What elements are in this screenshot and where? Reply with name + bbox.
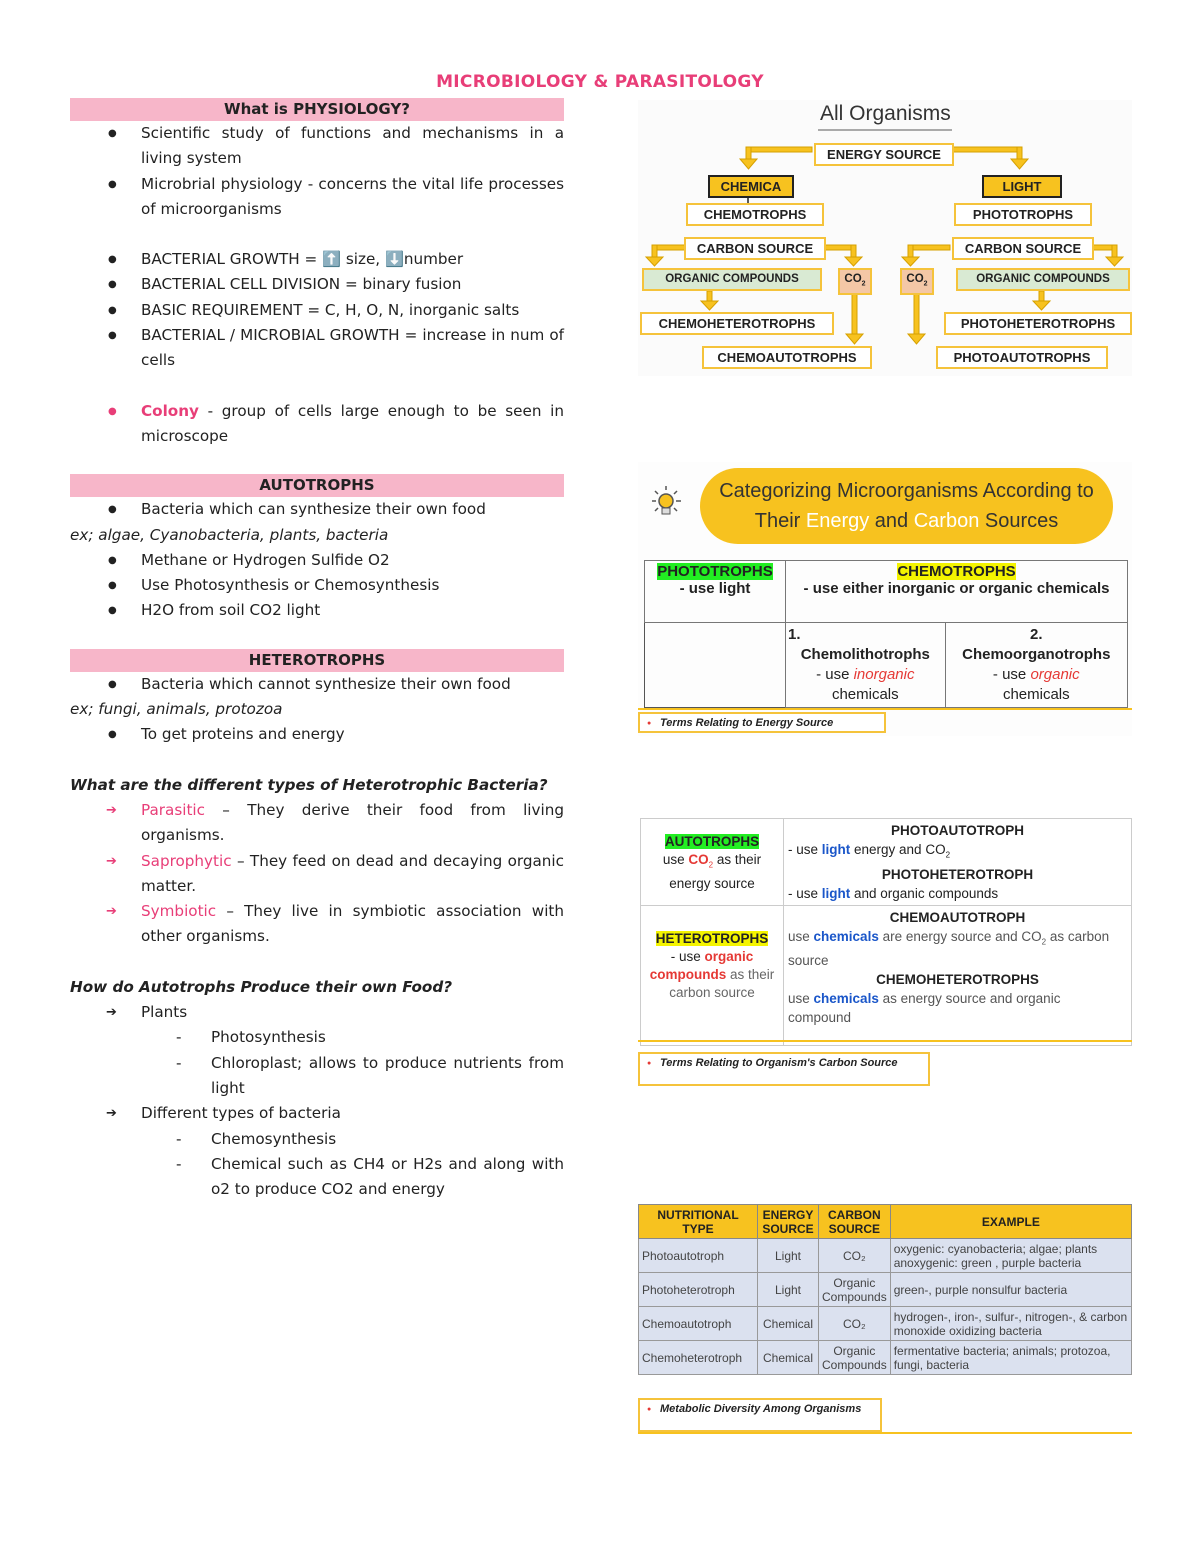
chemotrophs-box: CHEMOTROPHS bbox=[686, 203, 824, 226]
photoautotroph-title: PHOTOAUTOTROPH bbox=[890, 823, 1024, 838]
divider bbox=[638, 1432, 1132, 1434]
table-header: NUTRITIONAL TYPE bbox=[639, 1205, 758, 1239]
chemoheterotrophs-desc bbox=[788, 989, 1127, 1027]
auto-co2-sub: 2 bbox=[708, 860, 714, 870]
c2-num: 2. bbox=[1030, 626, 1043, 643]
category-banner bbox=[700, 468, 1113, 544]
c1-num: 1. bbox=[788, 626, 801, 643]
heterotrophs-example: ex; fungi, animals, protozoa bbox=[70, 700, 283, 719]
organisms-diagram bbox=[638, 100, 1132, 376]
types-list bbox=[70, 798, 564, 950]
type-term: Parasitic bbox=[141, 800, 205, 819]
table-cell: Organic Compounds bbox=[819, 1273, 891, 1307]
co2-left bbox=[838, 268, 872, 295]
desc-text: are energy source and CO bbox=[878, 928, 1042, 944]
colony-term: Colony bbox=[141, 401, 199, 420]
energy-table bbox=[644, 560, 1128, 708]
notes-column bbox=[70, 98, 564, 1202]
desc-sub: 2 bbox=[1041, 937, 1047, 947]
table-cell: green-, purple nonsulfur bacteria bbox=[890, 1273, 1131, 1307]
photoheterotroph-title: PHOTOHETEROTROPH bbox=[881, 866, 1034, 882]
empty-cell bbox=[645, 623, 786, 708]
desc-highlight: light bbox=[821, 885, 851, 901]
list-item: ● Methane or Hydrogen Sulfide O2 bbox=[70, 548, 564, 573]
chemoautotroph-title: CHEMOAUTOTROPH bbox=[889, 909, 1026, 925]
co2-sub: 2 bbox=[923, 280, 928, 288]
table-cell: Chemical bbox=[758, 1341, 819, 1375]
banner-line-1: Categorizing Microorganisms According to bbox=[719, 480, 1094, 502]
list-item: ➔ Different types of bacteria bbox=[70, 1101, 564, 1126]
type-text: – They derive their food from living organisms. bbox=[141, 800, 564, 845]
list-item: ● To get proteins and energy bbox=[70, 722, 564, 747]
physiology-header: What is PHYSIOLOGY? bbox=[70, 98, 564, 121]
chemoorganotrophs-cell bbox=[945, 623, 1127, 708]
carbon-caption: ● Terms Relating to Organism's Carbon Source bbox=[638, 1052, 930, 1086]
table-cell: oxygenic: cyanobacteria; algae; plants anoxygenic: green , purple bacteria bbox=[890, 1239, 1131, 1273]
desc-text: use bbox=[788, 928, 814, 944]
autotrophs-list bbox=[70, 497, 564, 522]
auto-pre: use bbox=[662, 852, 689, 867]
list-item bbox=[70, 798, 564, 849]
c1-name: Chemolithotrophs bbox=[800, 646, 930, 663]
desc-text: energy and CO bbox=[850, 842, 946, 857]
chemolithotrophs-cell bbox=[786, 623, 946, 708]
phototrophs-desc: - use light bbox=[679, 580, 751, 597]
nutrition-caption: ● Metabolic Diversity Among Organisms bbox=[638, 1398, 882, 1432]
list-item: - Photosynthesis bbox=[70, 1025, 564, 1050]
carbon-source-right: CARBON SOURCE bbox=[952, 237, 1094, 260]
colony-list bbox=[70, 399, 564, 450]
desc-highlight: chemicals bbox=[813, 991, 879, 1007]
banner-line-2 bbox=[700, 506, 1113, 536]
list-item: - Chemosynthesis bbox=[70, 1127, 564, 1152]
c2-post: chemicals bbox=[1002, 686, 1070, 703]
desc-highlight: light bbox=[821, 842, 851, 857]
chemotrophs-desc: - use either inorganic or organic chemicals bbox=[803, 580, 1110, 597]
food-list-2 bbox=[70, 1101, 564, 1126]
desc-text: use bbox=[788, 991, 814, 1007]
nutrition-table bbox=[638, 1204, 1132, 1375]
list-item: ● BACTERIAL GROWTH = ⬆️ size, ⬇️number bbox=[70, 247, 564, 272]
list-item: ● BACTERIAL CELL DIVISION = binary fusion bbox=[70, 272, 564, 297]
co2-label: CO bbox=[906, 273, 924, 285]
list-item: - Chloroplast; allows to produce nutrients from light bbox=[70, 1051, 564, 1102]
table-cell: Light bbox=[758, 1273, 819, 1307]
table-row bbox=[639, 1341, 1132, 1375]
table-row bbox=[639, 1273, 1132, 1307]
photoheterotroph-desc bbox=[788, 884, 1127, 903]
banner-text: Their bbox=[754, 510, 806, 532]
list-item: ● BACTERIAL / MICROBIAL GROWTH = increase in num of cells bbox=[70, 323, 564, 374]
heterotrophs-header: HETEROTROPHS bbox=[70, 649, 564, 672]
page-title: MICROBIOLOGY & PARASITOLOGY bbox=[436, 72, 764, 92]
energy-source-box: ENERGY SOURCE bbox=[814, 143, 954, 166]
diagram-title: All Organisms bbox=[820, 102, 951, 125]
chemotrophs-label: CHEMOTROPHS bbox=[897, 563, 1016, 580]
auto-post: as their energy source bbox=[669, 852, 762, 891]
list-item bbox=[70, 899, 564, 950]
table-row bbox=[639, 1239, 1132, 1273]
banner-highlight: Energy bbox=[805, 510, 870, 532]
heterotrophs-list-2 bbox=[70, 722, 564, 747]
type-term: Saprophytic bbox=[141, 851, 232, 870]
energy-caption: ● Terms Relating to Energy Source bbox=[638, 712, 886, 733]
heterotroph-types-cell bbox=[784, 905, 1132, 1045]
chemoautotrophs-box: CHEMOAUTOTROPHS bbox=[702, 346, 872, 369]
list-item: ● Microbrial physiology - concerns the vital life processes of microorganisms bbox=[70, 172, 564, 223]
heterotrophs-label: HETEROTROPHS bbox=[655, 930, 769, 946]
auto-co2: CO bbox=[688, 852, 709, 867]
table-cell: CO₂ bbox=[819, 1239, 891, 1273]
plants-sublist bbox=[70, 1025, 564, 1101]
photoautotrophs-box: PHOTOAUTOTROPHS bbox=[936, 346, 1108, 369]
hetero-post: as their carbon source bbox=[669, 966, 775, 1000]
table-cell: Light bbox=[758, 1239, 819, 1273]
table-cell: Chemoautotroph bbox=[639, 1307, 758, 1341]
c1-pre: - use bbox=[816, 666, 854, 683]
list-item: ● Bacteria which cannot synthesize their own food bbox=[70, 672, 564, 697]
list-item: ● H2O from soil CO2 light bbox=[70, 598, 564, 623]
c1-word: inorganic bbox=[853, 666, 915, 683]
type-text: – They feed on dead and decaying organic matter. bbox=[141, 851, 564, 895]
co2-label: CO bbox=[844, 273, 862, 285]
table-cell: CO₂ bbox=[819, 1307, 891, 1341]
types-question: What are the different types of Heterotrophic Bacteria? bbox=[70, 775, 548, 794]
table-cell: Photoautotroph bbox=[639, 1239, 758, 1273]
c2-word: organic bbox=[1030, 666, 1080, 683]
list-item: ● BASIC REQUIREMENT = C, H, O, N, inorganic salts bbox=[70, 298, 564, 323]
type-text: – They live in symbiotic association with other organisms. bbox=[141, 902, 564, 946]
desc-text: as carbon source bbox=[788, 928, 1110, 969]
food-question: How do Autotrophs Produce their own Food? bbox=[70, 977, 453, 996]
co2-right bbox=[900, 268, 934, 295]
banner-text: Sources bbox=[979, 510, 1059, 532]
c2-name: Chemoorganotrophs bbox=[962, 646, 1111, 663]
table-cell: fermentative bacteria; animals; protozoa, fungi, bacteria bbox=[890, 1341, 1131, 1375]
carbon-source-left: CARBON SOURCE bbox=[684, 237, 826, 260]
growth-list bbox=[70, 247, 564, 373]
desc-text: - use bbox=[788, 885, 822, 901]
light-box: LIGHT bbox=[982, 175, 1062, 198]
desc-text: and organic compounds bbox=[850, 885, 999, 901]
chemotrophs-cell bbox=[786, 561, 1128, 623]
banner-highlight: Carbon bbox=[913, 510, 980, 532]
divider bbox=[638, 1040, 1132, 1042]
list-item: ● Bacteria which can synthesize their own food bbox=[70, 497, 564, 522]
table-header: ENERGY SOURCE bbox=[758, 1205, 819, 1239]
heterotrophs-list bbox=[70, 672, 564, 697]
desc-sub: 2 bbox=[945, 850, 951, 860]
autotrophs-example: ex; algae, Cyanobacteria, plants, bacteria bbox=[70, 525, 389, 544]
list-item: ➔ Plants bbox=[70, 1000, 564, 1025]
desc-text: - use bbox=[788, 842, 822, 857]
chemoheterotrophs-title: CHEMOHETEROTROPHS bbox=[876, 972, 1039, 988]
type-term: Symbiotic bbox=[141, 902, 217, 921]
carbon-table bbox=[640, 818, 1132, 1046]
autotrophs-header: AUTOTROPHS bbox=[70, 474, 564, 497]
desc-text: as energy source and organic compound bbox=[788, 991, 1061, 1026]
chemoautotroph-desc bbox=[788, 927, 1127, 971]
bacteria-sublist bbox=[70, 1127, 564, 1203]
photoheterotrophs-box: PHOTOHETEROTROPHS bbox=[944, 312, 1132, 335]
physiology-list bbox=[70, 121, 564, 222]
autotrophs-cell bbox=[641, 819, 784, 906]
list-item: ● Use Photosynthesis or Chemosynthesis bbox=[70, 573, 564, 598]
banner-text: and bbox=[869, 510, 914, 532]
table-cell: Photoheterotroph bbox=[639, 1273, 758, 1307]
table-row bbox=[639, 1307, 1132, 1341]
co2-sub: 2 bbox=[861, 280, 866, 288]
table-header: CARBON SOURCE bbox=[819, 1205, 891, 1239]
phototrophs-box: PHOTOTROPHS bbox=[954, 203, 1092, 226]
phototrophs-label: PHOTOTROPHS bbox=[657, 563, 773, 580]
autotroph-types-cell bbox=[784, 819, 1132, 906]
list-item bbox=[70, 849, 564, 900]
photoautotroph-desc bbox=[788, 840, 1127, 865]
c1-post: chemicals bbox=[831, 686, 899, 703]
autotrophs-label: AUTOTROPHS bbox=[664, 834, 760, 849]
chemoheterotrophs-box: CHEMOHETEROTROPHS bbox=[640, 312, 834, 335]
autotrophs-list-2 bbox=[70, 548, 564, 624]
hetero-pre: - use bbox=[670, 948, 705, 964]
table-cell: Chemoheterotroph bbox=[639, 1341, 758, 1375]
list-item bbox=[70, 399, 564, 450]
c2-pre: - use bbox=[992, 666, 1031, 683]
hetero-word: organic compounds bbox=[649, 948, 754, 982]
organic-compounds-left: ORGANIC COMPOUNDS bbox=[642, 268, 822, 291]
list-item: - Chemical such as CH4 or H2s and along with o2 to produce CO2 and energy bbox=[70, 1152, 564, 1203]
colony-definition: - group of cells large enough to be seen in microscope bbox=[141, 401, 564, 445]
table-cell: Organic Compounds bbox=[819, 1341, 891, 1375]
food-list bbox=[70, 1000, 564, 1025]
desc-highlight: chemicals bbox=[813, 928, 879, 944]
divider bbox=[638, 708, 1132, 710]
chemica-box: CHEMICA bbox=[708, 175, 794, 198]
lightbulb-icon bbox=[648, 484, 688, 524]
table-header: EXAMPLE bbox=[890, 1205, 1131, 1239]
table-cell: hydrogen-, iron-, sulfur-, nitrogen-, & carbon monoxide oxidizing bacteria bbox=[890, 1307, 1131, 1341]
list-item: ● Scientific study of functions and mechanisms in a living system bbox=[70, 121, 564, 172]
table-cell: Chemical bbox=[758, 1307, 819, 1341]
heterotrophs-cell bbox=[641, 905, 784, 1045]
phototrophs-cell bbox=[645, 561, 786, 623]
organic-compounds-right: ORGANIC COMPOUNDS bbox=[956, 268, 1130, 291]
